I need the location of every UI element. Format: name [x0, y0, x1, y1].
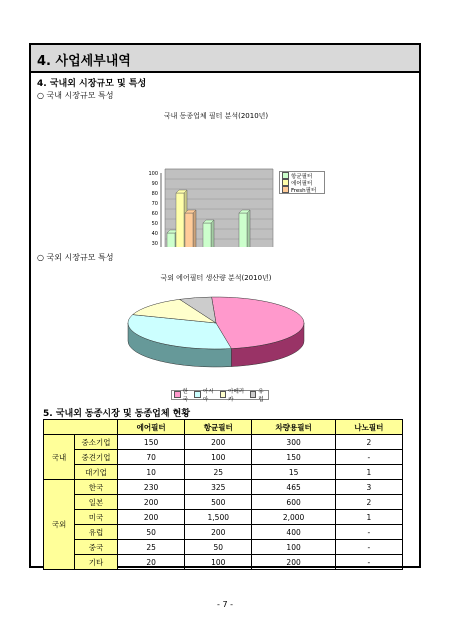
market-section-title: 4. 국내외 시장규모 및 특성 [37, 79, 147, 89]
table-cell: 200 [118, 495, 185, 510]
legend-swatch [174, 391, 181, 398]
table-header-cell: 차량용필터 [252, 420, 335, 435]
table-cell: 600 [252, 495, 335, 510]
legend-label: 유럽 [258, 388, 264, 403]
pie-chart-legend [171, 388, 269, 403]
legend-label: 에어필터 [291, 180, 313, 187]
legend-item-america [218, 388, 248, 403]
bar-side [211, 220, 214, 247]
row-label: 기타 [75, 555, 118, 570]
y-tick-label: 60 [151, 211, 158, 217]
section-header [31, 45, 419, 73]
table-cell: 25 [118, 540, 185, 555]
table-cell: 100 [185, 450, 252, 465]
table-row [44, 495, 403, 510]
legend-label: Fresh필터 [291, 187, 317, 194]
legend-swatch [282, 186, 289, 193]
table-cell: 200 [185, 435, 252, 450]
legend-swatch [194, 391, 201, 398]
y-tick-label: 100 [148, 171, 158, 177]
bar-side [193, 210, 196, 247]
table-cell: 15 [252, 465, 335, 480]
legend-label: 항균필터 [291, 173, 313, 180]
table-cell: 25 [185, 465, 252, 480]
group-label-foreign: 국외 [44, 480, 75, 570]
table-cell: 200 [185, 525, 252, 540]
table-cell: 70 [118, 450, 185, 465]
bar [203, 223, 211, 247]
foreign-pie-chart [91, 267, 341, 403]
table-cell: 1,500 [185, 510, 252, 525]
table-row [44, 525, 403, 540]
table-cell: 200 [252, 555, 335, 570]
table-cell: - [335, 450, 402, 465]
foreign-rows [44, 480, 403, 570]
legend-label: 한국 [182, 388, 188, 403]
table-row [44, 450, 403, 465]
y-tick-label: 50 [151, 221, 158, 227]
table-cell: - [335, 555, 402, 570]
table-header-cell: 나노필터 [335, 420, 402, 435]
bar [167, 233, 175, 247]
bar [176, 193, 184, 247]
domestic-rows [44, 435, 403, 480]
table-cell: 150 [252, 450, 335, 465]
row-label: 일본 [75, 495, 118, 510]
table-cell: 10 [118, 465, 185, 480]
table-cell: 465 [252, 480, 335, 495]
table-row [44, 465, 403, 480]
table-cell: 50 [185, 540, 252, 555]
page-number: - 7 - [217, 600, 233, 609]
legend-label: 아메리카 [228, 388, 245, 403]
y-tick-label: 40 [151, 231, 158, 237]
table-header-cell: 항균필터 [185, 420, 252, 435]
market-table [43, 419, 403, 570]
table-header-blank [44, 420, 118, 435]
table-cell: 400 [252, 525, 335, 540]
bar-side [247, 210, 250, 247]
legend-swatch [282, 179, 289, 186]
legend-item-asia [192, 388, 217, 403]
table-header-cell: 에어필터 [118, 420, 185, 435]
bar [185, 213, 193, 247]
row-label: 미국 [75, 510, 118, 525]
bar-chart-legend [279, 171, 325, 194]
table-cell: 2 [335, 495, 402, 510]
legend-item-korea [172, 388, 192, 403]
table-cell: 1 [335, 510, 402, 525]
legend-swatch [282, 172, 289, 179]
pie-chart-svg [91, 267, 341, 403]
row-label: 중소기업 [75, 435, 118, 450]
y-tick-label: 80 [151, 191, 158, 197]
row-label: 한국 [75, 480, 118, 495]
row-label: 대기업 [75, 465, 118, 480]
document-frame [29, 43, 421, 568]
table-row [44, 540, 403, 555]
legend-label: 아시아 [202, 388, 214, 403]
row-label: 중국 [75, 540, 118, 555]
table-cell: 100 [185, 555, 252, 570]
table-cell: 230 [118, 480, 185, 495]
table-row [44, 480, 403, 495]
pie-chart-title: 국외 에어필터 생산량 분석(2010년) [160, 274, 272, 282]
domestic-bar-chart [101, 107, 331, 247]
table-row [44, 435, 403, 450]
table-cell: 325 [185, 480, 252, 495]
table-cell: - [335, 540, 402, 555]
section-header-title: 4. 사업세부내역 [37, 54, 131, 69]
group-label-domestic: 국내 [44, 435, 75, 480]
legend-item-fresh [280, 186, 324, 193]
table-cell: 200 [118, 510, 185, 525]
table-cell: 50 [118, 525, 185, 540]
row-label: 중견기업 [75, 450, 118, 465]
domestic-market-label: ○ 국내 시장규모 특성 [37, 91, 114, 100]
table-header-row [44, 420, 403, 435]
table-cell: 500 [185, 495, 252, 510]
table-row [44, 555, 403, 570]
legend-swatch [250, 391, 257, 398]
table-cell: 2 [335, 435, 402, 450]
y-tick-label: 30 [151, 241, 158, 247]
table-cell: 20 [118, 555, 185, 570]
y-tick-label: 70 [151, 201, 158, 207]
table-cell: 3 [335, 480, 402, 495]
table-cell: - [335, 525, 402, 540]
bar-chart-title: 국내 동종업체 필터 분석(2010년) [163, 112, 269, 120]
legend-item-europe [248, 388, 268, 403]
table-cell: 100 [252, 540, 335, 555]
foreign-market-label: ○ 국외 시장규모 특성 [37, 253, 114, 262]
table-cell: 150 [118, 435, 185, 450]
row-label: 유럽 [75, 525, 118, 540]
competitor-section-title: 5. 국내외 동종시장 및 동종업체 현황 [43, 409, 191, 419]
table-cell: 1 [335, 465, 402, 480]
table-cell: 300 [252, 435, 335, 450]
bar [239, 213, 247, 247]
table-row [44, 510, 403, 525]
y-tick-label: 90 [151, 181, 158, 187]
legend-swatch [220, 391, 227, 398]
table-cell: 2,000 [252, 510, 335, 525]
